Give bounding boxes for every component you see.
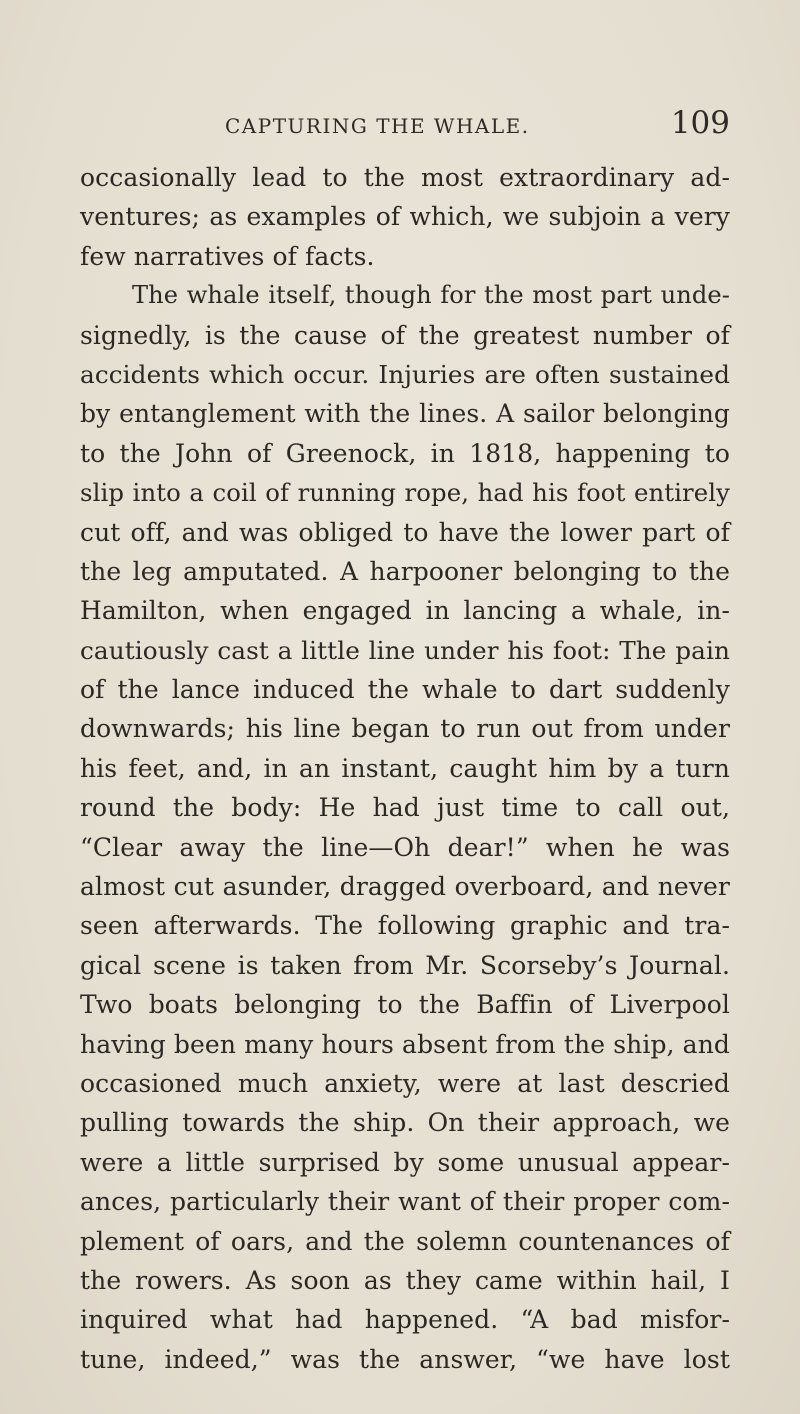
paragraph-start-line: The whale itself, though for the most part unde- — [132, 281, 730, 310]
text-line: gical scene is taken from Mr. Scorseby’s Journal. — [80, 950, 730, 980]
running-title: CAPTURING THE WHALE. — [225, 114, 530, 138]
text-line: were a little surprised by some unusual appear- — [80, 1147, 730, 1177]
page-header — [225, 105, 730, 145]
text-line: seen afterwards. The following graphic and tra- — [80, 911, 730, 941]
text-line: pulling towards the ship. On their approach, we — [80, 1108, 730, 1138]
text-line: signedly, is the cause of the greatest number of — [80, 320, 730, 350]
text-line: accidents which occur. Injuries are often sustained — [80, 359, 730, 389]
text-line: cautiously cast a little line under his foot: The pain — [80, 635, 730, 665]
text-line: downwards; his line began to run out from under — [80, 714, 730, 744]
page-number: 109 — [670, 105, 730, 141]
text-line: Hamilton, when engaged in lancing a whale, in- — [80, 596, 730, 626]
text-line: ances, particularly their want of their proper com- — [80, 1187, 730, 1217]
text-line: “Clear away the line—Oh dear!” when he was — [80, 832, 730, 862]
text-line: occasionally lead to the most extraordinary ad- — [80, 163, 730, 192]
text-line: the rowers. As soon as they came within hail, I — [80, 1265, 730, 1295]
text-line: plement of oars, and the solemn countenances of — [80, 1226, 730, 1256]
text-line: slip into a coil of running rope, had his foot entirely — [80, 478, 730, 508]
text-line: ventures; as examples of which, we subjoin a very — [80, 202, 730, 232]
text-line: to the John of Greenock, in 1818, happening to — [80, 438, 730, 468]
text-line: almost cut asunder, dragged overboard, and never — [80, 872, 730, 902]
body-text — [80, 158, 730, 1379]
text-line: occasioned much anxiety, were at last descried — [80, 1068, 730, 1098]
text-line: the leg amputated. A harpooner belonging to the — [80, 556, 730, 586]
text-line: by entanglement with the lines. A sailor belonging — [80, 399, 730, 429]
text-line: round the body: He had just time to call out, — [80, 793, 730, 823]
text-line: having been many hours absent from the ship, and — [80, 1029, 730, 1059]
text-line: of the lance induced the whale to dart suddenly — [80, 675, 730, 705]
text-line: cut off, and was obliged to have the lower part of — [80, 517, 730, 547]
text-line: tune, indeed,” was the answer, “we have lost — [80, 1344, 730, 1374]
text-line: inquired what had happened. “A bad misfor- — [80, 1305, 730, 1335]
text-line: Two boats belonging to the Baffin of Liverpool — [80, 990, 730, 1020]
text-line: his feet, and, in an instant, caught him by a turn — [80, 753, 730, 783]
text-line: few narratives of facts. — [80, 241, 375, 271]
